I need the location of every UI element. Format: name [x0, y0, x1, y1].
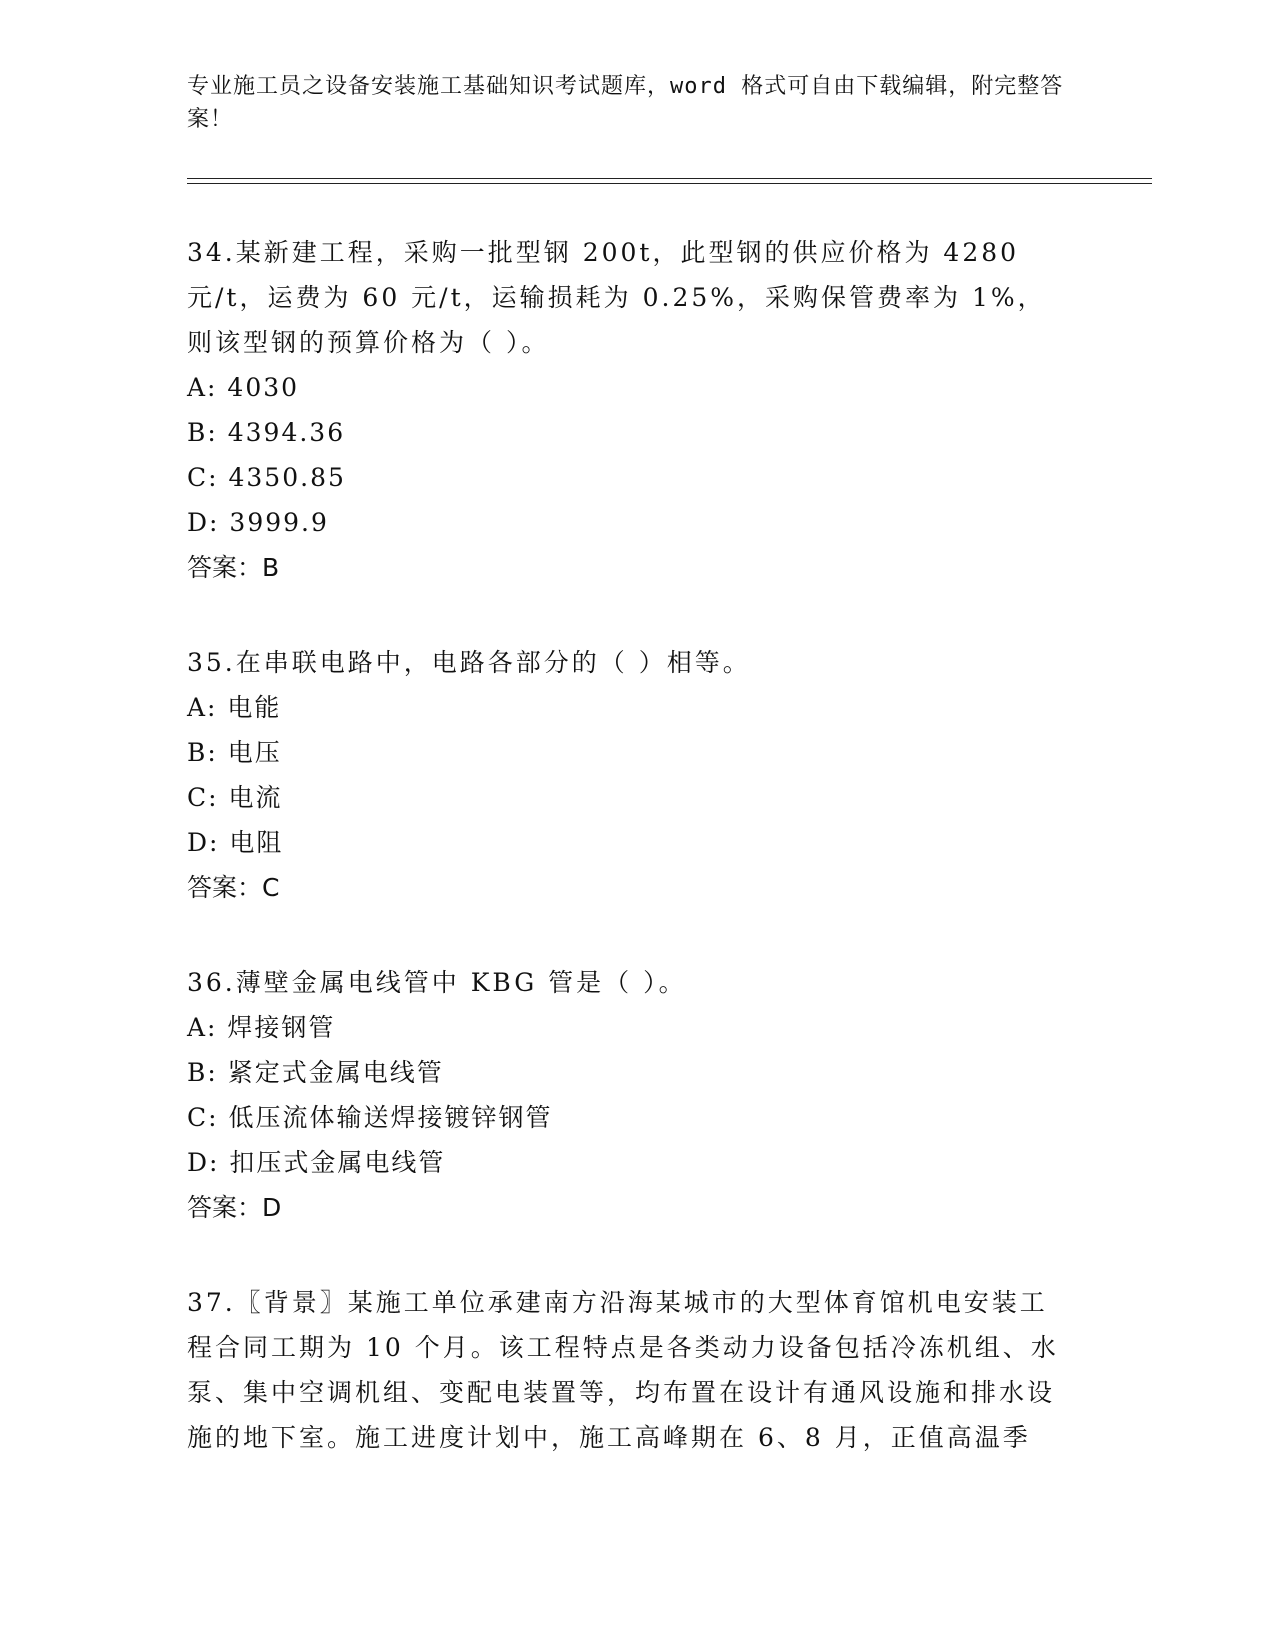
option-a: A: 电能	[187, 693, 282, 722]
option-d: D: 3999.9	[187, 508, 329, 537]
option-d: D: 扣压式金属电线管	[187, 1148, 446, 1177]
option-a: A: 焊接钢管	[187, 1013, 336, 1042]
question-stem: 37.〖背景〗某施工单位承建南方沿海某城市的大型体育馆机电安装工程合同工期为 10 个月。该工程特点是各类动力设备包括冷冻机组、水泵、集中空调机组、变配电装置等，均布置在设计有通风设施和排水设施的地下室。施工进度计划中，施工高峰期在 6、8 月，正值高温季	[187, 1288, 1059, 1452]
document-header: 专业施工员之设备安装施工基础知识考试题库，word 格式可自由下载编辑，附完整答案！	[187, 74, 1064, 132]
question-item	[187, 960, 1067, 1230]
question-item	[187, 230, 1067, 590]
option-b: B: 紧定式金属电线管	[187, 1058, 444, 1087]
answer-line: 答案：D	[187, 1193, 282, 1222]
header-divider-top	[187, 178, 1152, 179]
answer-line: 答案：C	[187, 873, 280, 902]
question-stem: 36.薄壁金属电线管中 KBG 管是（ ）。	[187, 968, 687, 997]
option-b: B: 4394.36	[187, 418, 346, 447]
question-stem: 34.某新建工程，采购一批型钢 200t，此型钢的供应价格为 4280 元/t，运费为 60 元/t，运输损耗为 0.25%，采购保管费率为 1%，则该型钢的预算价格为（ ）。	[187, 238, 1046, 357]
question-item	[187, 1280, 1067, 1460]
option-c: C: 低压流体输送焊接镀锌钢管	[187, 1103, 553, 1132]
option-b: B: 电压	[187, 738, 282, 767]
question-stem: 35.在串联电路中，电路各部分的（ ）相等。	[187, 648, 751, 677]
header-divider-bottom	[187, 183, 1152, 184]
option-c: C: 4350.85	[187, 463, 346, 492]
option-a: A: 4030	[187, 373, 300, 402]
question-list	[187, 230, 1067, 1460]
answer-line: 答案：B	[187, 553, 280, 582]
question-item	[187, 640, 1067, 910]
option-d: D: 电阻	[187, 828, 284, 857]
option-c: C: 电流	[187, 783, 283, 812]
